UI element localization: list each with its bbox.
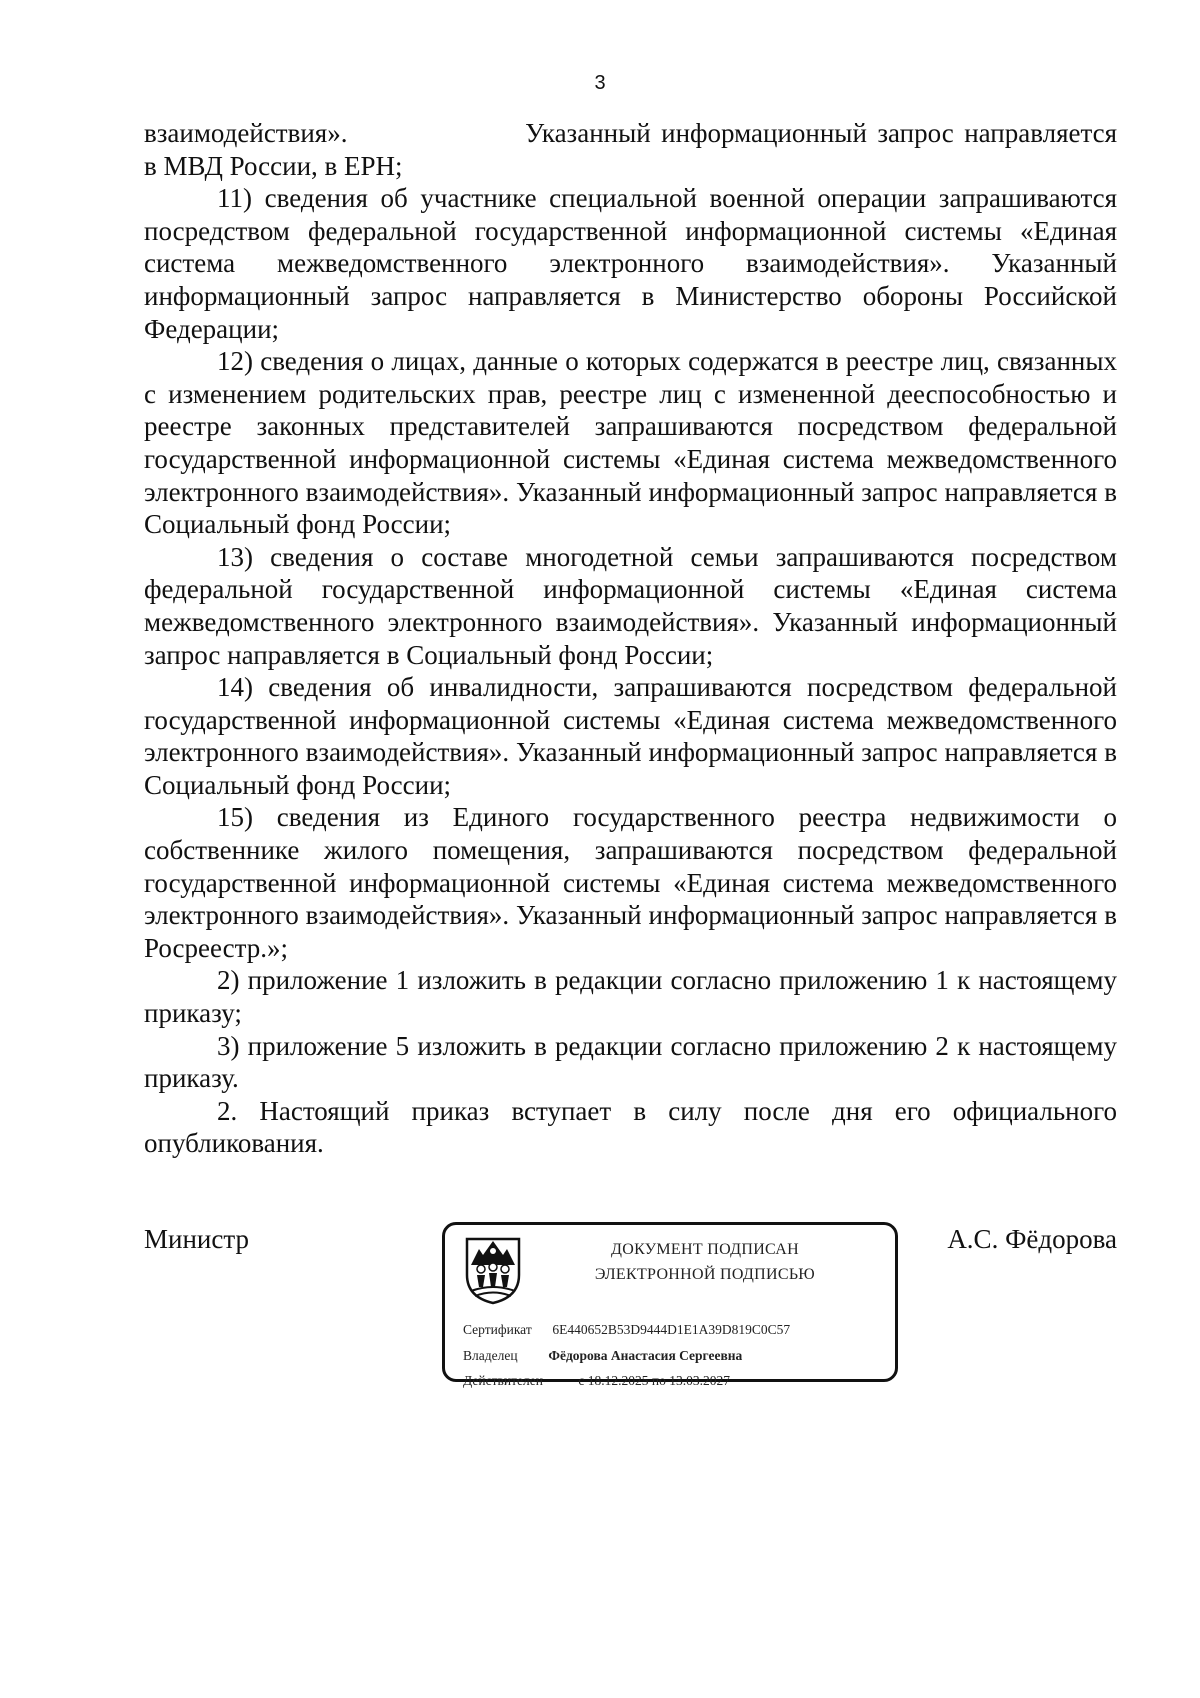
paragraph-item-14: 14) сведения об инвалидности, запрашиваются посредством федеральной государственной информационной системы «Единая система межведомственного электронного взаимодействия». Указанный информационный запрос направляется в Социальный фонд России; [144,672,1117,800]
paragraph-subitem-2: 2) приложение 1 изложить в редакции согласно приложению 1 к настоящему приказу; [144,965,1117,1029]
stamp-validity-row [463,1373,730,1389]
stamp-header [535,1237,875,1287]
continuation-second-line: в МВД России, в ЕРН; [144,150,403,181]
validity-value: с 18.12.2025 по 13.03.2027 [578,1373,730,1388]
paragraph-continuation [144,117,1117,182]
owner-value: Фёдорова Анастасия Сергеевна [548,1348,743,1363]
stamp-header-line-1: ДОКУМЕНТ ПОДПИСАН [611,1241,799,1258]
certificate-label: Сертификат [463,1322,532,1337]
stamp-owner-row [463,1348,742,1364]
continuation-first-line: взаимодействия». Указанный информационный запрос направляется [144,118,1117,148]
paragraph-item-15: 15) сведения из Единого государственного реестра недвижимости о собственнике жилого помещения, запрашиваются посредством федеральной государственной информационной системы «Единая система межведомственного электронного взаимодействия». Указанный информационный запрос направляется в Росреестр.»; [144,802,1117,963]
paragraph-item-12: 12) сведения о лицах, данные о которых содержатся в реестре лиц, связанных с изменением родительских прав, реестре лиц с измененной дееспособностью и реестре законных представителей запрашиваются посредством федеральной государственной информационной системы «Единая система межведомственного электронного взаимодействия». Указанный информационный запрос направляется в Социальный фонд России; [144,346,1117,540]
paragraph-subitem-3: 3) приложение 5 изложить в редакции согласно приложению 2 к настоящему приказу. [144,1030,1117,1094]
document-body [144,117,1117,1160]
page-number: 3 [594,72,606,94]
validity-label: Действителен [463,1373,543,1388]
paragraph-item-11: 11) сведения об участнике специальной военной операции запрашиваются посредством федеральной государственной информационной системы «Единая система межведомственного электронного взаимодействия». Указанный информационный запрос направляется в Министерство обороны Российской Федерации; [144,183,1117,344]
stamp-header-line-2: ЭЛЕКТРОННОЙ ПОДПИСЬЮ [594,1266,816,1283]
paragraph-clause-2: 2. Настоящий приказ вступает в силу после дня его официального опубликования. [144,1095,1117,1159]
coat-of-arms-emblem-icon [463,1235,523,1305]
signatory-name: А.С. Фёдорова [947,1224,1117,1254]
stamp-certificate-row [463,1322,790,1338]
electronic-signature-stamp [442,1222,898,1388]
signatory-title: Министр [144,1224,249,1254]
certificate-value: 6E440652B53D9444D1E1A39D819C0C57 [552,1322,791,1337]
paragraph-item-13: 13) сведения о составе многодетной семьи запрашиваются посредством федеральной государственной информационной системы «Единая система межведомственного электронного взаимодействия». Указанный информационный запрос направляется в Социальный фонд России; [144,541,1117,670]
owner-label: Владелец [463,1348,518,1363]
